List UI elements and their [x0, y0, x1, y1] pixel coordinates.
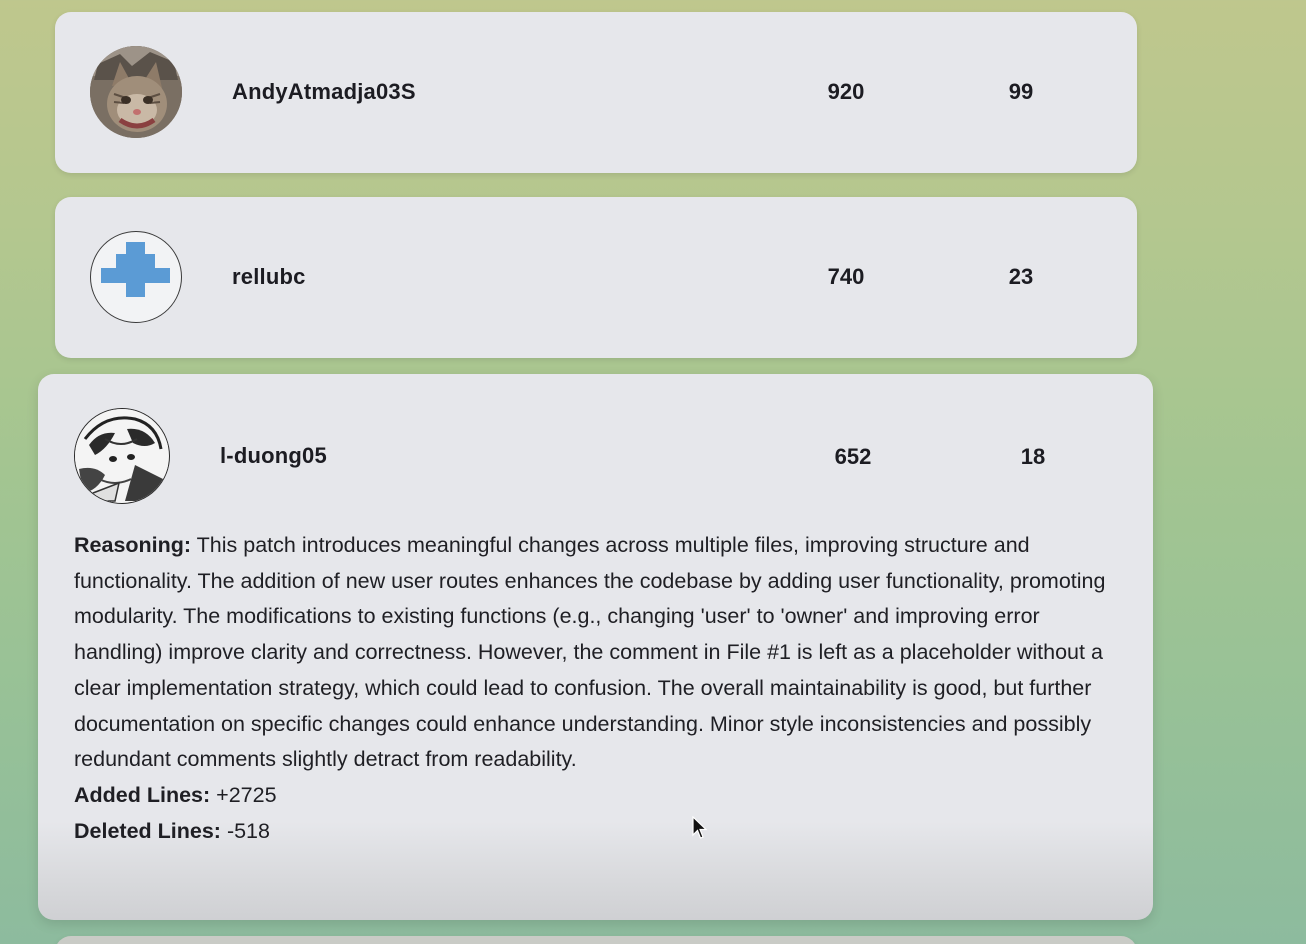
added-lines-value: +2725 [216, 782, 277, 807]
reasoning-text: This patch introduces meaningful changes across multiple files, improving structure and functionality. The addition of new user routes enhances the codebase by adding user functionality, promoting modularity. The modifications to existing functions (e.g., changing 'user' to 'owner' and improving error handling) improve clarity and correctness. However, the comment in File #1 is left as a placeholder without a clear implementation strategy, which could lead to confusion. The overall maintainability is good, but further documentation on specific changes could enhance understanding. Minor style inconsistencies and possibly redundant comments slightly detract from readability. [74, 533, 1106, 772]
cat-avatar [90, 46, 182, 138]
mouse-cursor-icon [692, 816, 708, 840]
count-value: 99 [1008, 79, 1034, 104]
manga-avatar [74, 408, 170, 504]
identicon-avatar [90, 231, 182, 323]
reasoning-label: Reasoning: [74, 533, 192, 557]
blue-cross-icon [91, 232, 180, 321]
leaderboard-row-expanded[interactable] [38, 374, 1153, 920]
count-value: 23 [1008, 264, 1034, 289]
leaderboard-row[interactable] [55, 12, 1137, 173]
score-value: 740 [827, 264, 865, 289]
review-details [74, 528, 1114, 849]
reasoning-paragraph [74, 528, 1114, 778]
username: rellubc [232, 264, 306, 289]
score-value: 920 [827, 79, 865, 104]
username: AndyAtmadja03S [232, 79, 416, 104]
deleted-lines-label: Deleted Lines: [74, 818, 221, 843]
score-value: 652 [834, 444, 872, 469]
added-lines [74, 778, 1114, 814]
leaderboard-row[interactable] [55, 936, 1137, 944]
deleted-lines [74, 814, 1114, 850]
username: l-duong05 [220, 443, 327, 468]
deleted-lines-value: -518 [226, 818, 270, 843]
cat-photo-icon [90, 46, 182, 138]
manga-sketch-icon [75, 409, 168, 502]
leaderboard-row[interactable] [55, 197, 1137, 358]
count-value: 18 [1020, 444, 1046, 469]
added-lines-label: Added Lines: [74, 782, 211, 807]
